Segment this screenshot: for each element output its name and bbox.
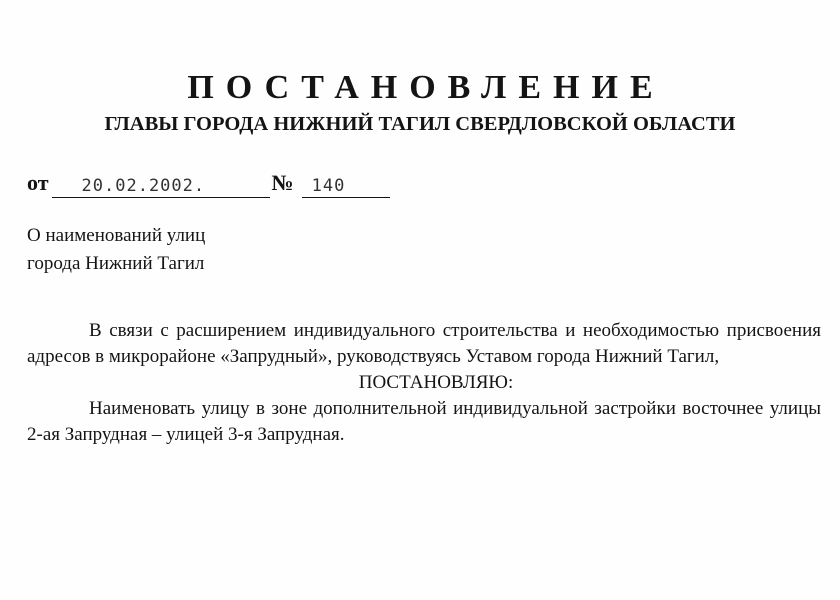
document-body <box>27 318 821 448</box>
subject-line-1: О наименований улиц <box>27 225 206 246</box>
date-label: от <box>27 170 49 195</box>
number-label: № <box>271 170 294 195</box>
paragraph-1: В связи с расширением индивидуального строительства и необходимостью присвоения адресов в микрорайоне «Запрудный», руководствуясь Уставом города Нижний Тагил, <box>27 320 821 367</box>
paragraph-2: Наименовать улицу в зоне дополнительной индивидуальной застройки восточнее улицы 2-ая Запрудная – улицей 3-я Запрудная. <box>27 398 821 445</box>
date-value: 20.02.2002. <box>52 174 270 198</box>
document-title: ПОСТАНОВЛЕНИЕ <box>187 69 665 106</box>
decree-word: ПОСТАНОВЛЯЮ: <box>358 372 514 393</box>
subject-line-2: города Нижний Тагил <box>27 253 205 274</box>
subject-block <box>27 222 205 278</box>
document-subtitle: ГЛАВЫ ГОРОДА НИЖНИЙ ТАГИЛ СВЕРДЛОВСКОЙ ОБЛАСТИ <box>104 113 736 135</box>
number-value: 140 <box>302 174 390 198</box>
date-number-row <box>27 168 390 198</box>
